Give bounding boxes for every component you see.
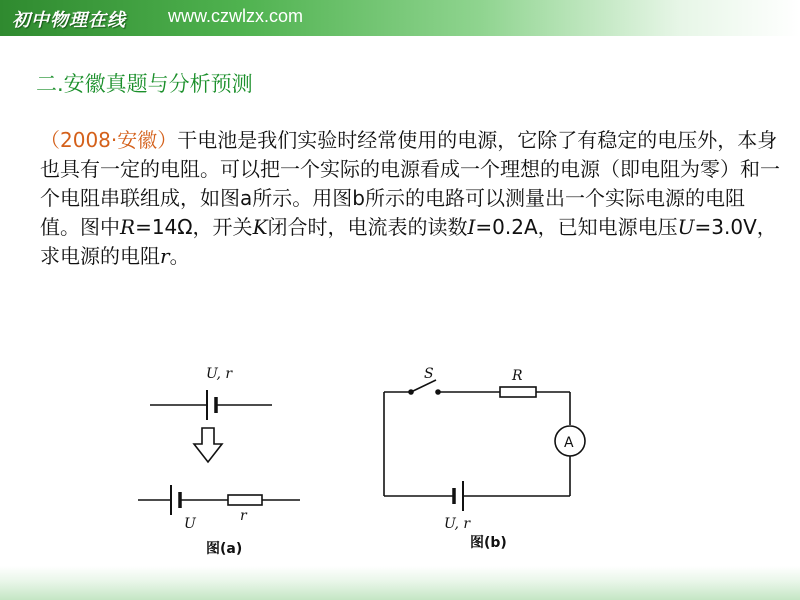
var-R: R [120,215,136,239]
var-r: r [160,244,170,268]
label-R-b: R [512,368,523,384]
footer-band [0,566,800,600]
problem-text-part: =14Ω，开关 [135,215,253,239]
var-U: U [677,215,695,239]
label-s: S [424,366,434,382]
problem-text-part: 。 [169,244,190,268]
section-heading: 二.安徽真题与分析预测 [36,72,253,96]
resistor-r [228,495,262,505]
problem-text-part: 干电池是我们实验时经常使用的电源，它除了有稳定的电压外，本身也具有一定的电阻。可以把一个实际的电源看成一个理想的电源（即电阻为零）和一个电阻串联组成，如图a所示。用图b所示的电路可以测量出一个实际电源的电阻值。图中 [40,128,780,239]
label-u-a: U [184,516,196,532]
problem-text-part: 闭合时，电流表的读数 [267,215,468,239]
site-logo[interactable]: 初中物理在线 [12,10,126,31]
site-url[interactable]: www.czwlzx.com [168,6,304,26]
label-u-r-a: U, r [206,366,233,382]
problem-text-part: =3.0V，求电源的电阻 [40,215,777,268]
caption-figure-b: 图(b) [470,535,507,551]
var-K: K [252,215,268,239]
down-arrow-icon [194,428,222,462]
var-I: I [467,215,476,239]
label-r-a: r [240,508,247,524]
label-u-r-b: U, r [444,516,471,532]
figure-a [138,390,300,515]
problem-text-part: =0.2A，已知电源电压 [475,215,678,239]
figure-b [384,380,585,511]
ammeter-label: A [564,435,574,451]
caption-figure-a: 图(a) [206,541,243,557]
problem-source: （2008·安徽） [40,128,178,152]
resistor-R [500,387,536,397]
